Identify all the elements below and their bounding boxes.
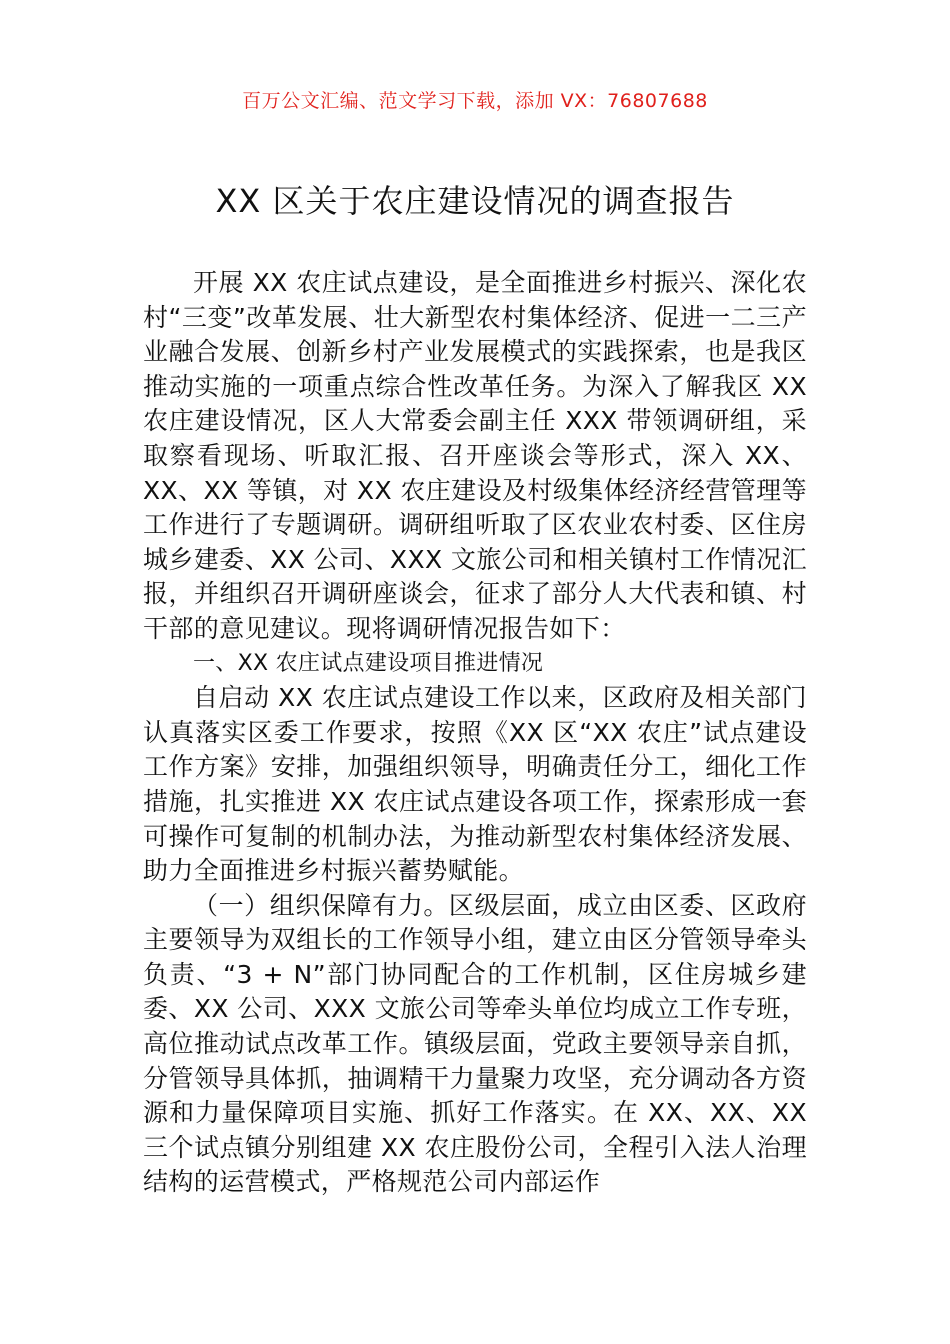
paragraph-intro: 开展 XX 农庄试点建设，是全面推进乡村振兴、深化农村“三变”改革发展、壮大新型农村集体经济、促进一二三产业融合发展、创新乡村产业发展模式的实践探索，也是我区推动实施的一项重点综合性改革任务。为深入了解我区 XX 农庄建设情况，区人大常委会副主任 XXX 带领调研组，采取察看现场、听取汇报、召开座谈会等形式，深入 XX、XX、XX 等镇，对 XX 农庄建设及村级集体经济经营管理等工作进行了专题调研。调研组听取了区农业农村委、区住房城乡建委、XX 公司、XXX 文旅公司和相关镇村工作情况汇报，并组织召开调研座谈会，征求了部分人大代表和镇、村干部的意见建议。现将调研情况报告如下： — [143, 268, 807, 643]
document-body — [143, 266, 807, 1200]
paragraph-organization-guarantee: （一）组织保障有力。区级层面，成立由区委、区政府主要领导为双组长的工作领导小组，建立由区分管领导牵头负责、“3 + N”部门协同配合的工作机制，区住房城乡建委、XX 公司、XXX 文旅公司等牵头单位均成立工作专班，高位推动试点改革工作。镇级层面，党政主要领导亲自抓，分管领导具体抓，抽调精干力量聚力攻坚，充分调动各方资源和力量保障项目实施、抓好工作落实。在 XX、XX、XX 三个试点镇分别组建 XX 农庄股份公司，全程引入法人治理结构的运营模式，严格规范公司内部运作 — [143, 890, 807, 1197]
paragraph-section-1-overview: 自启动 XX 农庄试点建设工作以来，区政府及相关部门认真落实区委工作要求，按照《XX 区“XX 农庄”试点建设工作方案》安排，加强组织领导，明确责任分工，细化工作措施，扎实推进 XX 农庄试点建设各项工作，探索形成一套可操作可复制的机制办法，为推动新型农村集体经济发展、助力全面推进乡村振兴蓄势赋能。 — [143, 683, 807, 886]
section-heading-1: 一、XX 农庄试点建设项目推进情况 — [193, 650, 544, 676]
document-title: XX 区关于农庄建设情况的调查报告 — [215, 182, 735, 220]
header-watermark-note: 百万公文汇编、范文学习下载，添加 VX：76807688 — [242, 90, 708, 112]
